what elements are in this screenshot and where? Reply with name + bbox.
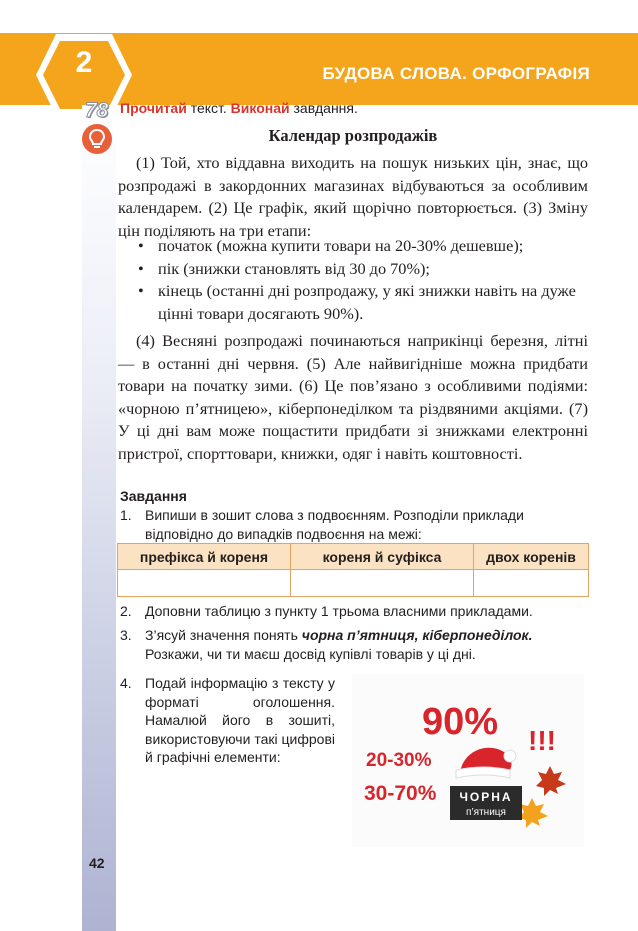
maple-leaf-icon [536,766,566,796]
badge-line-2: п’ятниця [466,807,506,818]
santa-hat-icon [456,748,516,778]
task-number: 4. [120,675,132,691]
list-item: • початок (можна купити товари на 20-30% дешевше); [138,236,524,255]
list-item-text: початок (можна купити товари на 20-30% дешевше); [158,236,524,255]
black-friday-badge [450,786,522,820]
list-item: • пік (знижки становлять від 30 до 70%); [138,258,430,278]
range-30-70: 30-70% [364,782,437,805]
instruction-verb-read: Прочитай [120,100,187,116]
task-1 [120,506,590,543]
doubling-table [117,543,589,597]
task-4 [120,674,335,767]
big-percent: 90% [422,701,499,743]
lightbulb-icon [82,124,112,154]
task-terms: чорна п’ятниця, кіберпонеділок. [301,627,533,643]
task-text: Випиши в зошит слова з подвоєнням. Розподіли приклади відповідно до випадків подвоєння на межі: [145,507,524,542]
task-number: 1. [120,507,132,523]
text-paragraph-2: (4) Весняні розпродажі починаються наприкінці березня, літні — в останні дні червня. (5) Але найвигідніше можна придбати товари на початку зими. (6) Це пов’язано з особливими подіями: «чорною п’ятницею», кіберпонеділком та різдвяними акціями. (7) У ці дні вам може пощастити придбати зі знижками електронні пристрої, спорттовари, книжки, одяг і навіть коштовності. [118,331,588,463]
task-number: 3. [120,627,132,643]
task-text [145,626,590,663]
instruction-verb-do: Виконай [230,100,290,116]
instruction-text-2: завдання. [289,100,358,116]
task-text-part: З’ясуй значення понять [145,627,302,643]
list-item-text: пік (знижки становлять від 30 до 70%); [158,258,430,278]
task-2 [120,602,590,621]
text-title: Календар розпродажів [268,126,438,145]
range-20-30: 20-30% [366,750,432,771]
task-text: Доповни таблицю з пункту 1 трьома власними прикладами. [145,603,533,619]
table-header-cell: префікса й кореня [118,544,291,570]
badge-line-1: ЧОРНА [459,790,513,804]
maple-leaf-icon [518,798,548,828]
table-cell [474,570,589,597]
table-cell [291,570,474,597]
table-header-cell: кореня й суфікса [291,544,474,570]
table-cell [118,570,291,597]
table-header-cell: двох коренів [474,544,589,570]
instruction-text-1: текст. [186,100,231,116]
stages-list [118,235,588,325]
chapter-title: БУДОВА СЛОВА. ОРФОГРАФІЯ [322,64,590,83]
task-number: 2. [120,603,132,619]
exercise-instruction [120,100,358,116]
page-side-stripe [82,105,116,931]
table-row [118,570,589,597]
task-text-part: Розкажи, чи ти маєш досвід купівлі товарів у ці дні. [145,645,476,662]
chapter-number: 2 [75,46,93,79]
list-item-text: кінець (останні дні розпродажу, у які знижки навіть на дуже цінні товари досягають 90%). [158,281,576,323]
task-3 [120,626,590,663]
list-item: • кінець (останні дні розпродажу, у які знижки навіть на дуже цінні товари досягають 90%). [138,281,576,323]
sale-illustration [352,674,584,847]
tasks-heading: Завдання [120,488,187,504]
page-number: 42 [89,855,105,871]
exclaim-marks: !!! [528,725,556,756]
table-header-row [118,544,589,570]
task-text: Подай інформацію з тексту у форматі оголошення. Намалюй його в зошиті, використовуючи такі цифрові й графічні елементи: [145,675,335,765]
exercise-number: 78 [85,99,109,122]
text-paragraph-1: (1) Той, хто віддавна виходить на пошук низьких цін, знає, що розпродажі в закордонних магазинах відбуваються за особливим календарем. (2) Це графік, який щорічно повторюється. (3) Зміну цін поділяють на три етапи: [118,153,588,240]
